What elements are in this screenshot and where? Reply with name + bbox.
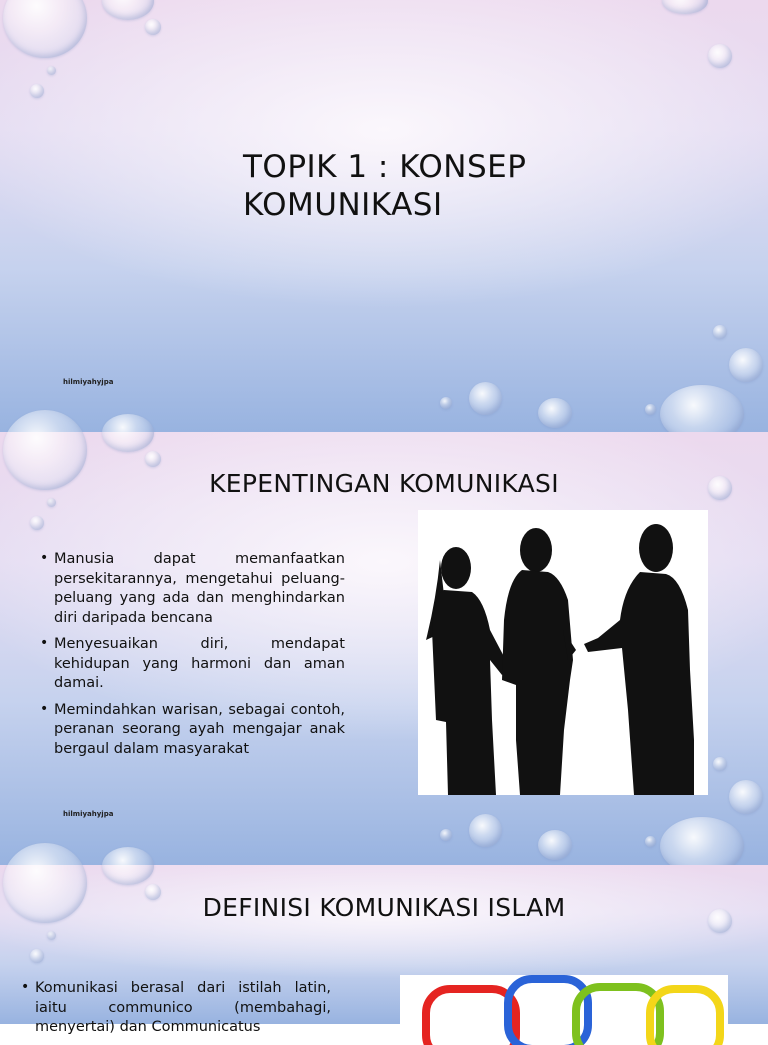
- slide-2: [0, 432, 768, 865]
- water-drop-icon: [469, 814, 502, 847]
- footer-watermark: hilmiyahyjpa: [63, 378, 114, 386]
- water-drop-icon: [102, 414, 154, 452]
- water-drop-icon: [102, 0, 154, 20]
- water-drop-icon: [645, 404, 656, 415]
- water-drop-icon: [145, 451, 161, 467]
- slide-title: TOPIK 1 : KONSEP KOMUNIKASI: [243, 149, 527, 223]
- bullet-list: [19, 979, 331, 1045]
- water-drop-icon: [30, 84, 44, 98]
- water-drop-icon: [440, 829, 452, 841]
- bullet-item: • Manusia dapat memanfaatkan persekitarannya, mengetahui peluang-peluang yang ada dan menghindarkan diri daripada bencana: [38, 550, 345, 628]
- bullet-item: • Memindahkan warisan, sebagai contoh, peranan seorang ayah mengajar anak bergaul dalam masyarakat: [38, 701, 345, 760]
- bullet-list: [38, 550, 345, 766]
- slide-3: [0, 865, 768, 1035]
- water-drop-icon: [729, 348, 763, 382]
- slide-1: [0, 0, 768, 432]
- water-drop-icon: [145, 19, 161, 35]
- water-drop-icon: [469, 382, 502, 415]
- footer-watermark: hilmiyahyjpa: [63, 810, 114, 818]
- water-drop-icon: [713, 757, 727, 771]
- people-talking-silhouette-image: [418, 510, 708, 795]
- water-drop-icon: [538, 398, 572, 428]
- bullet-item: • Menyesuaikan diri, mendapat kehidupan yang harmoni dan aman damai.: [38, 635, 345, 694]
- slide-title: DEFINISI KOMUNIKASI ISLAM: [202, 893, 566, 922]
- water-drop-icon: [30, 516, 44, 530]
- water-drop-icon: [713, 325, 727, 339]
- water-drop-icon: [47, 66, 56, 75]
- chain-links-image: [400, 975, 728, 1035]
- water-drop-icon: [47, 498, 56, 507]
- water-drop-icon: [102, 847, 154, 885]
- water-drop-icon: [645, 836, 656, 847]
- water-drop-icon: [47, 931, 56, 940]
- bullet-item: • Komunikasi berasal dari istilah latin, iaitu communico (membahagi, menyertai) dan Communicatus: [19, 979, 331, 1038]
- water-drop-icon: [3, 0, 87, 58]
- water-drop-icon: [440, 397, 452, 409]
- water-drop-icon: [538, 830, 572, 860]
- water-drop-icon: [662, 0, 708, 14]
- water-drop-icon: [729, 780, 763, 814]
- water-drop-icon: [708, 44, 732, 68]
- water-drop-icon: [30, 949, 44, 963]
- slide-title: KEPENTINGAN KOMUNIKASI: [209, 469, 559, 498]
